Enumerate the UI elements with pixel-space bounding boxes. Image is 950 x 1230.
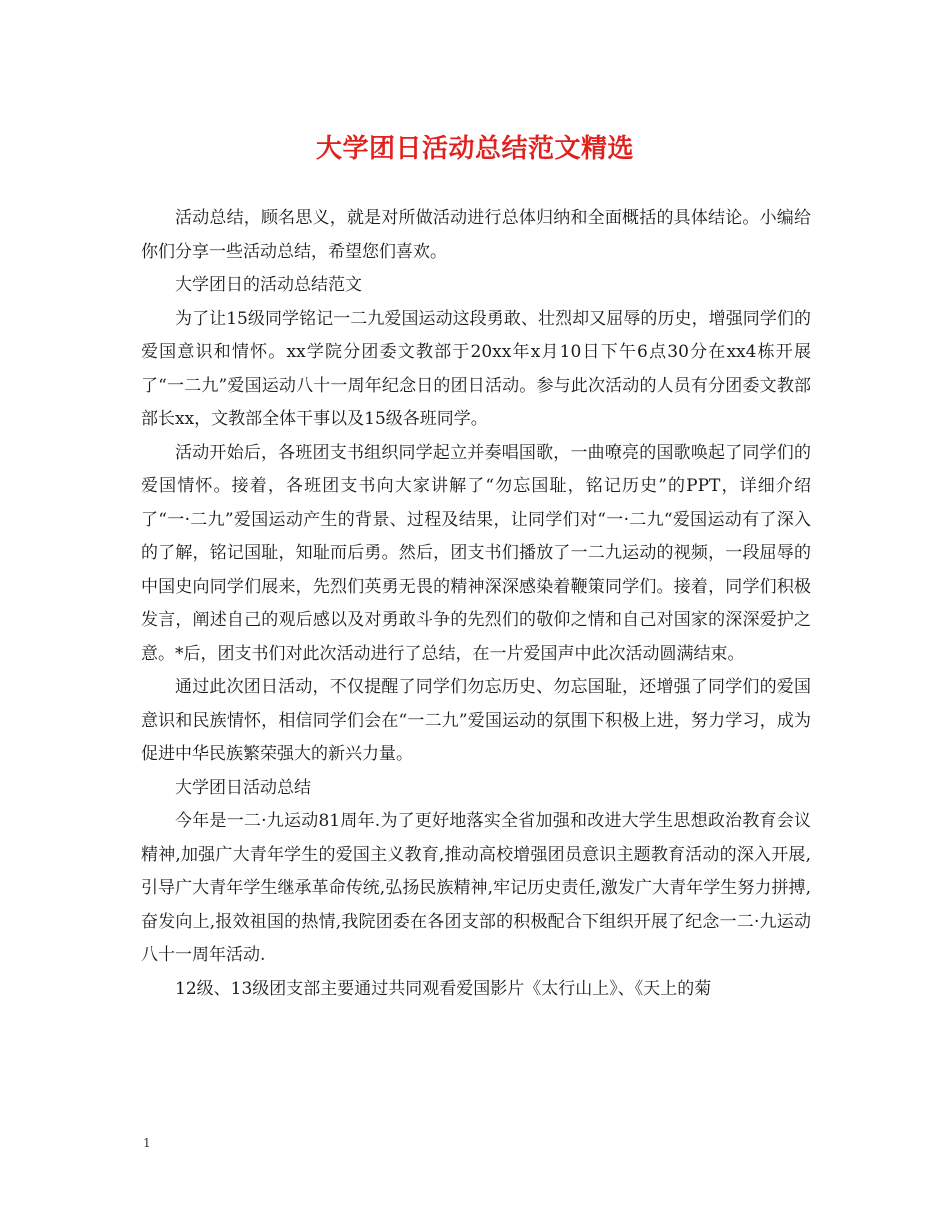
document-body — [141, 202, 811, 1006]
body-paragraph: 为了让15级同学铭记一二九爱国运动这段勇敢、壮烈却又屈辱的历史，增强同学们的爱国意识和情怀。xx学院分团委文教部于20xx年x月10日下午6点30分在xx4栋开展了“一二九”爱国运动八十一周年纪念日的团日活动。参与此次活动的人员有分团委文教部部长xx，文教部全体干事以及15级各班同学。 — [141, 308, 811, 429]
body-paragraph: 今年是一二·九运动81周年.为了更好地落实全省加强和改进大学生思想政治教育会议精神,加强广大青年学生的爱国主义教育,推动高校增强团员意识主题教育活动的深入开展,引导广大青年学生继承革命传统,弘扬民族精神,牢记历史责任,激发广大青年学生努力拼搏,奋发向上,报效祖国的热情,我院团委在各团支部的积极配合下组织开展了纪念一二·九运动八十一周年活动. — [141, 811, 811, 965]
intro-paragraph: 活动总结，顾名思义，就是对所做活动进行总体归纳和全面概括的具体结论。小编给你们分享一些活动总结，希望您们喜欢。 — [141, 208, 811, 262]
body-paragraph: 12级、13级团支部主要通过共同观看爱国影片《太行山上》、《天上的菊 — [175, 978, 712, 999]
section-heading-2: 大学团日活动总结 — [175, 777, 311, 798]
body-paragraph: 通过此次团日活动，不仅提醒了同学们勿忘历史、勿忘国耻，还增强了同学们的爱国意识和民族情怀，相信同学们会在“一二九”爱国运动的氛围下积极上进，努力学习，成为促进中华民族繁荣强大的新兴力量。 — [141, 677, 811, 764]
document-title: 大学团日活动总结范文精选 — [315, 134, 634, 164]
body-paragraph: 活动开始后，各班团支书组织同学起立并奏唱国歌，一曲嘹亮的国歌唤起了同学们的爱国情怀。接着，各班团支书向大家讲解了“勿忘国耻，铭记历史”的PPT，详细介绍了“一·二九”爱国运动产生的背景、过程及结果，让同学们对“一·二九“爱国运动有了深入的了解，铭记国耻，知耻而后勇。然后，团支书们播放了一二九运动的视频，一段屈辱的中国史向同学们展来，先烈们英勇无畏的精神深深感染着鞭策同学们。接着，同学们积极发言，阐述自己的观后感以及对勇敢斗争的先烈们的敬仰之情和自己对国家的深深爱护之意。*后，团支书们对此次活动进行了总结，在一片爱国声中此次活动圆满结束。 — [141, 442, 811, 664]
section-heading-1: 大学团日的活动总结范文 — [175, 275, 362, 295]
page-number: 1 — [143, 1136, 151, 1150]
